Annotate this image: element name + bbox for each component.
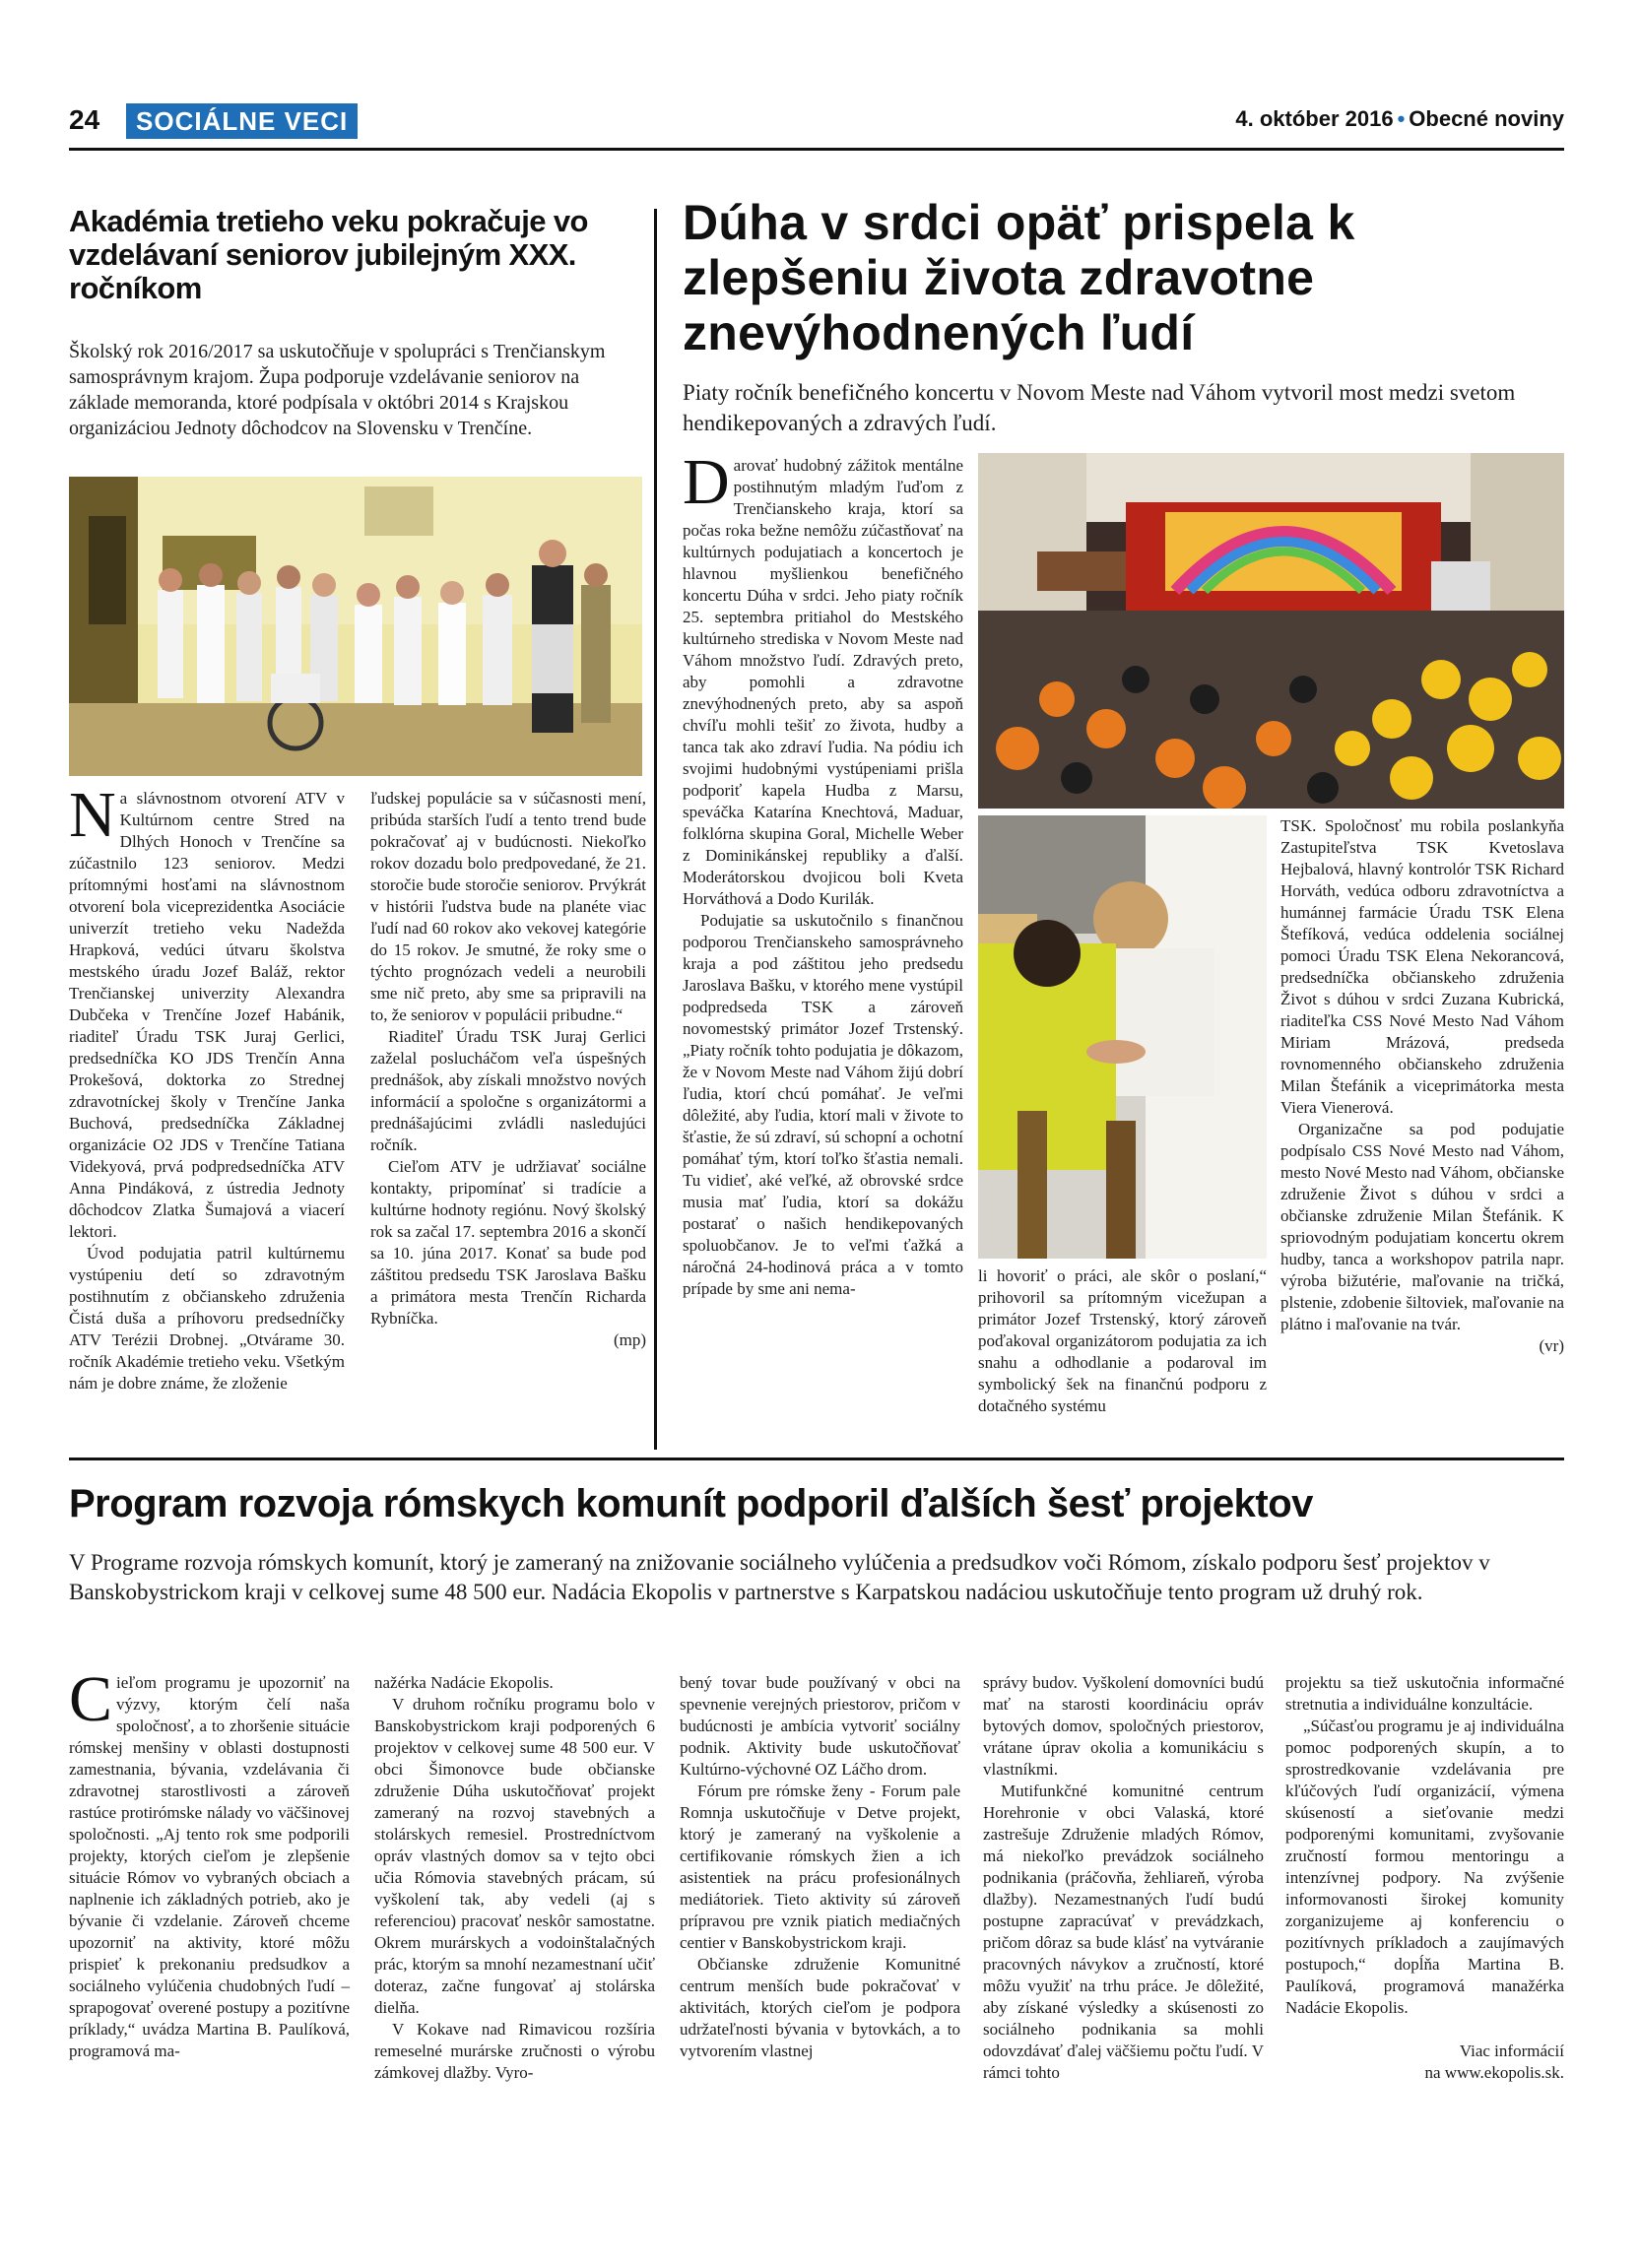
left-article-col2: [370, 788, 646, 1351]
bottom-article-lead: V Programe rozvoja rómskych komunít, ktorý je zameraný na znižovanie sociálneho vylúčenia a predsudkov voči Rómom, získalo podporu šesť projektov v Banskobystrickom kraji v celkovej sume 48 500 eur. Nadácia Ekopolis v partnerstve s Karpatskou nadáciou uskutočňuje tento program už druhý rok.: [69, 1550, 1490, 1604]
bottom-col1-text1: ieľom programu je upozorniť na výzvy, ktorým čelí naša spoločnosť, a to zhoršenie situácie rómskej menšiny v oblasti dostupnosti zamestnania, bývania, vzdelávania či zdravotnej starostlivosti a zároveň rastúce protirómske nálady vo väčšinovej spoločnosti. „Aj tento rok sme podporili projekty, ktorých cieľom je zlepšenie situácie Rómov vo vybraných obciach a naplnenie ich základných potrieb, ako je bývanie či vzdelanie. Zároveň chceme upozorniť na aktivity, ktoré môžu prispieť k prekonaniu predsudkov a sociálneho vylúčenia chudobných ľudí – sprapogovať overené postupy a pozitívne príklady,“ uvádza Martina B. Paulíková, programová ma-: [69, 1673, 350, 2060]
photo-concert-hall: [978, 453, 1564, 809]
bottom-article-col1: [69, 1663, 350, 2062]
photo-seniors-dance: [69, 477, 642, 776]
drop-cap: N: [69, 779, 116, 851]
left-article-title: Akadémia tretieho veku pokračuje vo vzdelávaní seniorov jubilejným XXX. ročníkom: [69, 204, 588, 305]
drop-cap: C: [69, 1663, 113, 1735]
right-col3-paragraph1: TSK. Spoločnosť mu robila poslankyňa Zastupiteľstva TSK Kvetoslava Hejbalová, hlavný kontrolór TSK Richard Horváth, vedúca odboru zdravotníctva a humánnej farmácie Úradu TSK Elena Štefíková, vedúca oddelenia sociálnej pomoci Úradu TSK Elena Nekorancová, predsedníčka občianskeho združenia Život s dúhou v srdci Zuzana Kubrická, riaditeľka CSS Nové Mesto Nad Váhom Miriam Mrázová, predseda rovnomenného občianskeho združenia Milan Štefánik a viceprimátorka mesta Viera Vienerová.: [1280, 816, 1564, 1117]
right-col3-paragraph2: Organizačne sa pod podujatie podpísalo CSS Nové Mesto nad Váhom, mesto Nové Mesto nad Váhom, občianske združenie Život s dúhou v srdci a občianske združenie Milan Štefánik. K spriovodným podujatiam koncertu okrem hudby, tanca a workshopov patrila napr. výroba bižutérie, maľovanie na tričká, plstenie, zdobenie šiltoviek, maľovanie na plátno i maľovanie na tvár.: [1280, 1120, 1564, 1333]
bottom-col5-paragraph2: „Súčasťou programu je aj individuálna pomoc podporených skupín, a to sprostredkovanie vzdelávania pre kľúčových ľudí organizácií, výmena skúseností a sieťovanie medzi podporenými komunitami, zvyšovanie zručností formou mentoringu a intenzívnej podpory. Na zvýšenie informovanosti širokej komunity zorganizujeme aj konferenciu o pozitívnych príkladoch a zaujímavých postupoch,“ dopĺňa Martina B. Paulíková, programová manažérka Nadácie Ekopolis.: [1285, 1717, 1564, 2017]
bottom-col3-paragraph2: Fórum pre rómske ženy - Forum pale Romnja uskutočňuje v Detve projekt, ktorý je zameraný na vyškolenie a certifikovanie rómskych žien a ich asistentiek na prácu profesionálnych mediátoriek. Tieto aktivity sú zároveň prípravou pre vznik piatich mediačných centier v Banskobystrickom kraji.: [680, 1782, 960, 1952]
photo-concert-hall-image: [978, 453, 1564, 809]
bottom-col2-paragraph2: V druhom ročníku programu bolo v Banskobystrickom kraji podporených 6 projektov v celkovej sume 48 500 eur. V obci Šimonovce bude občianske združenie Dúha uskutočňovať projekt zameraný na rozvoj stavebných a stolárskych remesiel. Prostredníctvom opráv vlastných domov sa v tejto obci učia Rómovia stavebných prácam, sú vyškolení tak, aby vedeli (aj s referenciou) pracovať neskôr samostatne. Okrem murárskych a vodoinštalačných prác, ktorým sa mnohí nezamestnaní učiť doteraz, začne fungovať aj stolárska dielňa.: [374, 1695, 655, 2017]
right-col2-paragraph1: li hovoriť o práci, ale skôr o poslaní,“ prihovoril sa prítomným vicežupan a primátor Jozef Trstenský, ktorý zároveň poďakoval organizátorom podujatia za ich snahu a odhodlanie a podaroval im symbolický šek na finančnú podporu z dotačného systému: [978, 1266, 1267, 1415]
right-article-col1: [683, 446, 963, 1300]
bottom-article-col4: [983, 1672, 1264, 2084]
left-article-lead: Školský rok 2016/2017 sa uskutočňuje v spolupráci s Trenčianskym samosprávnym krajom. Župa podporuje vzdelávanie seniorov na základe memoranda, ktoré podpísala v októbri 2014 s Krajskou organizáciou Jednoty dôchodcov na Slovensku v Trenčíne.: [69, 341, 606, 439]
more-info-line1: Viac informácií: [1459, 2041, 1564, 2060]
left-col2-paragraph2: Riaditeľ Úradu TSK Juraj Gerlici zaželal poslucháčom veľa úspešných prednášok, aby získali množstvo nových informácií a spoločne s organizátormi a prednášajúcimi zvládli nasledujúci ročník.: [370, 1027, 646, 1154]
bottom-col1-paragraph1: [69, 1663, 350, 2062]
photo-face-painting: [978, 815, 1267, 1259]
more-info-link[interactable]: na www.ekopolis.sk.: [1424, 2063, 1564, 2082]
left-col1-paragraph2: Úvod podujatia patril kultúrnemu vystúpeniu detí so zdravotným postihnutím z občianskeho združenia Čistá duša a príhovoru predsedníčky ATV Terézii Drobnej. „Otvárame 30. ročník Akadémie tretieho veku. Všetkým nám je dobre známe, že zloženie: [69, 1244, 345, 1393]
bottom-col2-paragraph3: V Kokave nad Rimavicou rozšíria remeselné murárske zručnosti o výrobu zámkovej dlažby. Vyro-: [374, 2020, 655, 2082]
left-col2-paragraph1: ľudskej populácie sa v súčasnosti mení, pribúda starších ľudí a tento trend bude pokračovať aj v budúcnosti. Niekoľko rokov dozadu bolo predpovedané, že 21. storočie bude storočie seniorov. Prvýkrát v histórii ľudstva bude na planéte viac ľudí nad 60 rokov ako vekovej kategórie do 15 rokov. Je smutné, že roky sme o týchto prognózach vedeli a neurobili sme nič preto, aby sme sa pripravili na to, že seniorov v populácii pribudne.“: [370, 789, 646, 1024]
left-article-signature: (mp): [613, 1330, 646, 1349]
issue-date: [1235, 106, 1564, 132]
bottom-article-col2: [374, 1672, 655, 2084]
photo-face-painting-image: [978, 815, 1267, 1259]
bottom-col3-paragraph3: Občianske združenie Komunitné centrum menších bude pokračovať v aktivitách, ktorých cieľom je podpora udržateľnosti bývania v bytovkách, a to vytvorením vlastnej: [680, 1955, 960, 2060]
bottom-col4-paragraph2: Mutifunkčné komunitné centrum Horehronie v obci Valaská, ktoré zastrešuje Združenie mladých Rómov, má niekoľko prevádzok sociálneho podnikania (práčovňa, žehliareň, výroba dlažby). Nezamestnaných ľudí budú postupne zapracúvať v prevádzkach, pričom dôraz sa bude klásť na vytváranie pracovných návykov a zručností, ktoré môžu využiť na trhu práce. Je dôležité, aby získané výsledky a skúsenosti zo sociálneho podnikania sa mohli odovzdávať ďalej väčšiemu počtu ľudí. V rámci tohto: [983, 1782, 1264, 2082]
drop-cap: D: [683, 446, 730, 518]
publication-name: Obecné noviny: [1409, 106, 1564, 131]
right-article-col2: [978, 1265, 1267, 1417]
right-article-title: Dúha v srdci opäť prispela k zlepšeniu života zdravotne znevýhodnených ľudí: [683, 195, 1355, 360]
header-rule: [69, 148, 1564, 151]
bottom-col3-paragraph1: bený tovar bude používaný v obci na spevnenie verejných priestorov, pričom v budúcnosti je ambícia vytvoriť sociálny podnik. Aktivity bude uskutočňovať Kultúrno-výchovné OZ Láčho drom.: [680, 1673, 960, 1779]
column-divider: [654, 209, 657, 1450]
bottom-col2-paragraph1: nažérka Nadácie Ekopolis.: [374, 1673, 554, 1692]
right-article-col3: [1280, 815, 1564, 1357]
article-separator-rule: [69, 1458, 1564, 1460]
left-article-col1: [69, 779, 345, 1394]
bottom-col5-paragraph1: projektu sa tiež uskutočnia informačné stretnutia a individuálne konzultácie.: [1285, 1673, 1564, 1714]
right-article-lead: Piaty ročník benefičného koncertu v Novom Meste nad Váhom vytvoril most medzi svetom hendikepovaných a zdravých ľudí.: [683, 380, 1516, 435]
bottom-col4-paragraph1: správy budov. Vyškolení domovníci budú mať na starosti koordináciu opráv bytových domov, spoločných priestorov, vrátane úprav okolia a komunikáciu s vlastníkmi.: [983, 1673, 1264, 1779]
left-col1-paragraph1: [69, 779, 345, 1243]
bottom-article-col3: [680, 1672, 960, 2062]
section-label: SOCIÁLNE VECI: [126, 103, 358, 139]
page-header: [69, 104, 1564, 144]
bottom-article-title: Program rozvoja rómskych komunít podporil ďalších šesť projektov: [69, 1482, 1313, 1525]
page-number: 24: [69, 104, 100, 135]
right-col1-paragraph2: Podujatie sa uskutočnilo s finančnou podporou Trenčianskeho samosprávneho kraja a pod záštitou jeho predsedu Jaroslava Bašku, v ktorého mene vystúpil podpredseda TSK a zároveň novomestský primátor Jozef Trstenský. „Piaty ročník tohto podujatia je dôkazom, že v Novom Meste nad Váhom žijú dobrí ľudia, ktorí chcú pomáhať. Je veľmi dôležité, aby ľudia, ktorí mali v živote to šťastie, že sú zdraví, sú schopní a ochotní pomáhať tým, ktorí toľko šťastia nemali. Tu vidieť, aké veľké, až obrovské srdce musia mať ľudia, ktorí sa dokážu postarať o našich hendikepovaných spoluobčanov. Je to veľmi ťažká a náročná 24-hodinová práca a v tomto prípade by sme ani nema-: [683, 911, 963, 1298]
right-col1-paragraph1: [683, 446, 963, 910]
separator-dot: •: [1397, 106, 1406, 131]
bottom-article-col5: [1285, 1672, 1564, 2084]
date-text: 4. október 2016: [1235, 106, 1394, 131]
right-article-signature: (vr): [1539, 1336, 1564, 1355]
left-col2-paragraph3: Cieľom ATV je udržiavať sociálne kontakty, pripomínať si tradície a kultúrne hodnoty regiónu. Nový školský rok sa začal 17. septembra 2016 a skončí sa 10. júna 2017. Konať sa bude pod záštitou predsedu TSK Jaroslava Bašku a primátora mesta Trenčín Richarda Rybníčka.: [370, 1157, 646, 1328]
left-col1-text1: a slávnostnom otvorení ATV v Kultúrnom centre Stred na Dlhých Honoch v Trenčíne sa zúčastnilo 123 seniorov. Medzi prítomnými hosťami na slávnostnom otvorení bola viceprezidentka Asociácie univerzít tretieho veku Nadežda Hrapková, vedúci útvaru školstva mestského úradu Jozef Baláž, rektor Trenčianskej univerzity Alexandra Dubčeka v Trenčíne Jozef Habánik, riaditeľ Úradu TSK Juraj Gerlici, predsedníčka KO JDS Trenčín Anna Prokešová, doktorka zo Strednej zdravotníckej školy v Trenčíne Janka Buchová, predsedníčka Základnej organizácie O2 JDS v Trenčíne Tatiana Videkyová, prvá podpredsedníčka ATV Anna Pindáková, z ústredia Jednoty dôchodcov Zlatka Šumajová a viacerí lektori.: [69, 789, 345, 1241]
right-col1-text1: arovať hudobný zážitok mentálne postihnutým mladým ľuďom z Trenčianskeho kraja, ktorí sa počas roka bežne nemôžu zúčastňovať na kultúrnych podujatiach a koncertoch je hlavnou myšlienkou benefičného koncertu Dúha v srdci. Jeho piaty ročník 25. septembra pritiahol do Mestského kultúrneho strediska v Novom Meste nad Váhom množstvo ľudí. Zdravých preto, aby pomohli a zdravotne znevýhodnených preto, aby sa aspoň chvíľu mohli tešiť zo života, hudby a tanca tak ako zdraví ľudia. Na pódiu ich svojimi hudobnými vystúpeniami prišla podporiť kapela Hudba z Marsu, speváčka Katarína Knechtová, Maduar, folklórna skupina Goral, Michelle Weber z Dominikánskej republiky a ďalší. Moderátorskou dvojicou boli Kveta Horváthová a Dodo Kurilák.: [683, 456, 963, 908]
photo-seniors-dance-image: [69, 477, 642, 776]
